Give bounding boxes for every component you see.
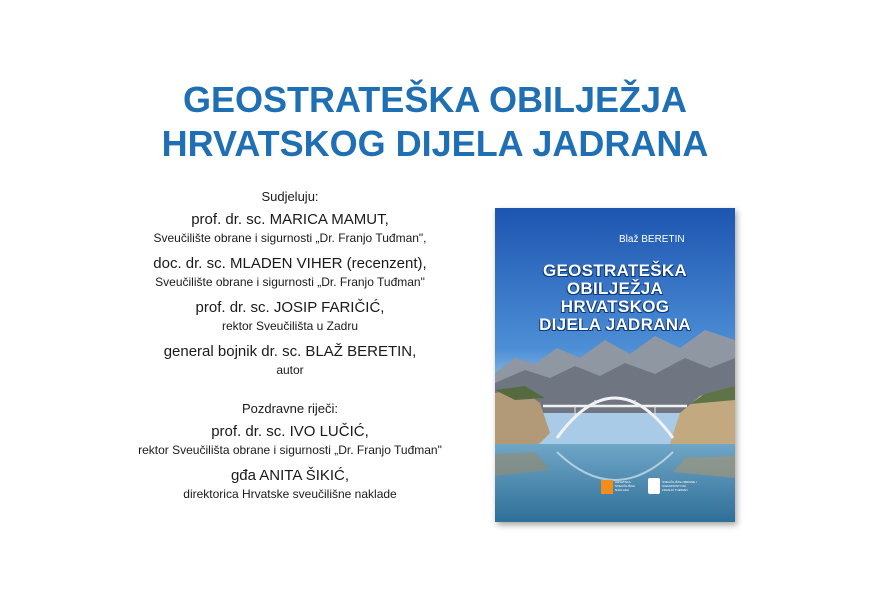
participant-affiliation: Sveučilište obrane i sigurnosti „Dr. Franjo Tuđman", — [153, 231, 427, 245]
title-line-2: HRVATSKOG DIJELA JADRANA — [161, 123, 709, 164]
book-author: Blaž BERETIN — [619, 234, 685, 245]
participant-affiliation: autor — [276, 363, 304, 377]
participant-affiliation: Sveučilište obrane i sigurnosti „Dr. Franjo Tuđman" — [155, 275, 425, 289]
participant-name: prof. dr. sc. JOSIP FARIČIĆ, — [195, 299, 385, 316]
event-title — [0, 78, 870, 166]
greeting-speaker-1 — [100, 422, 480, 458]
participant-name: general bojnik dr. sc. BLAŽ BERETIN, — [163, 343, 417, 360]
speaker-name: prof. dr. sc. IVO LUČIĆ, — [211, 423, 369, 440]
speaker-affiliation: rektor Sveučilišta obrane i sigurnosti „Dr. Franjo Tuđman" — [138, 443, 442, 457]
book-title-line: DIJELA JADRANA — [539, 315, 691, 334]
participant-affiliation: rektor Sveučilišta u Zadru — [221, 319, 359, 333]
greetings-heading: Pozdravne riječi: — [241, 401, 339, 416]
speaker-affiliation: direktorica Hrvatske sveučilišne naklade — [183, 487, 397, 501]
book-title-line: GEOSTRATEŠKA — [542, 261, 688, 280]
book-cover — [495, 208, 735, 522]
participant-2 — [100, 254, 480, 290]
book-cover-art — [495, 208, 735, 522]
participant-name: prof. dr. sc. MARICA MAMUT, — [191, 211, 389, 228]
publisher-name: HRVATSKA SVEUČILIŠNA NAKLADA — [615, 480, 635, 492]
greeting-speaker-2 — [100, 466, 480, 502]
university-name: SVEUČILIŠTE OBRANE I SIGURNOSTI DR. FRANJO TUĐMAN — [662, 480, 697, 492]
participants-section — [100, 188, 480, 510]
book-title-line: OBILJEŽJA — [566, 279, 664, 298]
publisher-logo-icon — [601, 480, 613, 494]
university-crest-icon — [648, 478, 660, 494]
speaker-name: gđa ANITA ŠIKIĆ, — [230, 467, 350, 484]
participants-heading: Sudjeluju: — [261, 189, 319, 204]
participant-1 — [100, 210, 480, 246]
book-title — [495, 262, 735, 334]
participant-3 — [100, 298, 480, 334]
book-title-line: HRVATSKOG — [560, 297, 670, 316]
participant-4 — [100, 342, 480, 378]
title-line-1: GEOSTRATEŠKA OBILJEŽJA — [182, 79, 688, 120]
participant-name: doc. dr. sc. MLADEN VIHER (recenzent), — [153, 255, 427, 272]
